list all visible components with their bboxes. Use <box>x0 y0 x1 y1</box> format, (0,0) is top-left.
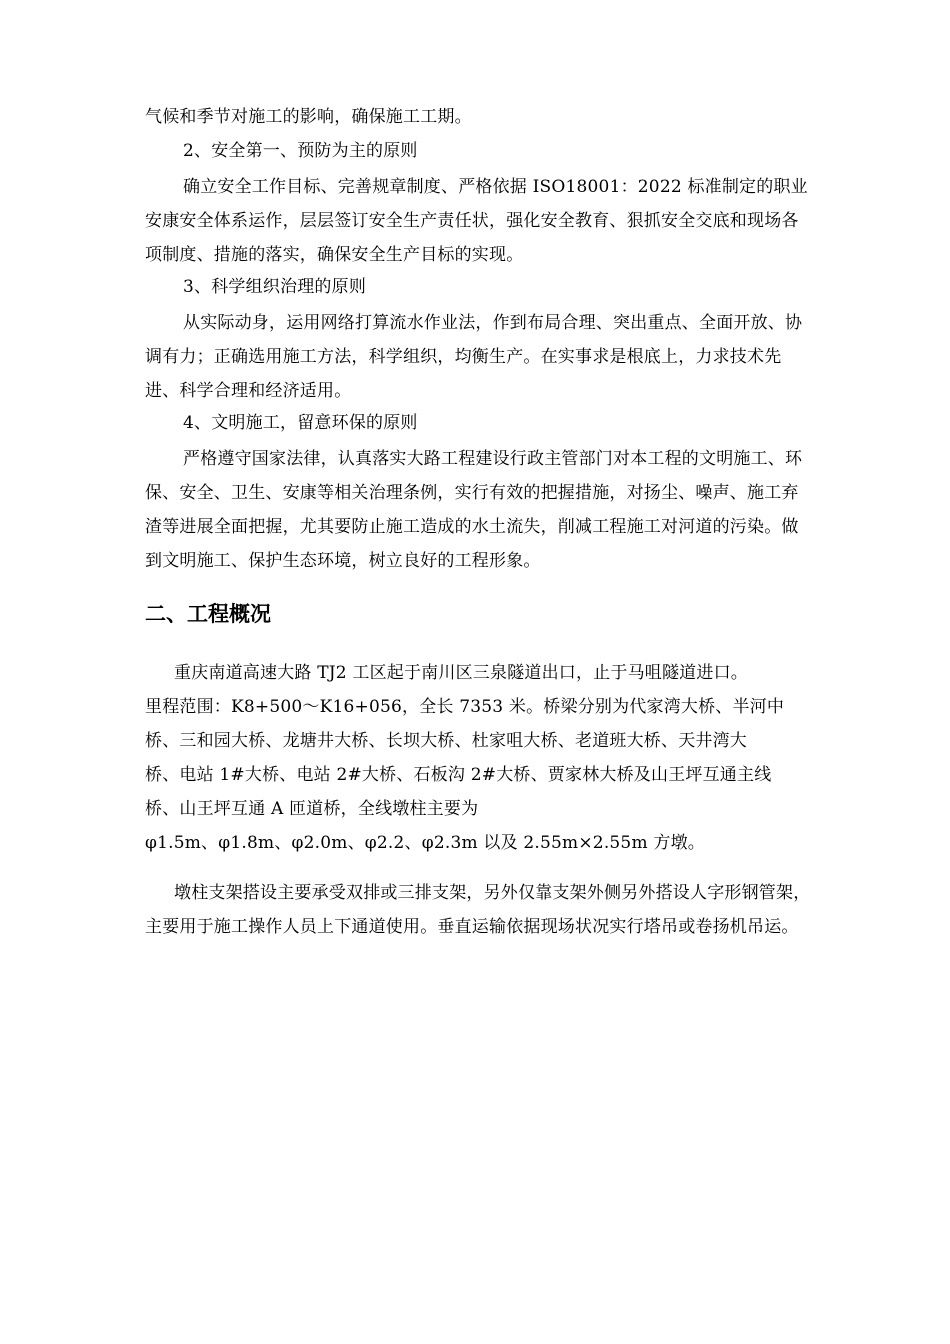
overview-line: 桥、三和园大桥、龙塘井大桥、长坝大桥、杜家咀大桥、老道班大桥、天井湾大 <box>145 731 747 751</box>
overview-line: 桥、电站 1#大桥、电站 2#大桥、石板沟 2#大桥、贾家林大桥及山王坪互通主线 <box>145 765 772 785</box>
item-4-heading: 4、文明施工，留意环保的原则 <box>183 413 418 433</box>
item-3-heading: 3、科学组织治理的原则 <box>183 277 367 297</box>
item-2-heading: 2、安全第一、预防为主的原则 <box>183 141 418 161</box>
item-2-body: 确立安全工作目标、完善规章制度、严格依据 ISO18001：2022 标准制定的职业安康安全体系运作，层层签订安全生产责任状，强化安全教育、狠抓安全交底和现场各项制度、措施的落实，确保安全生产目标的实现。 <box>145 177 808 265</box>
paragraph-continuation: 气候和季节对施工的影响，确保施工工期。 <box>145 107 472 127</box>
project-overview-paragraph <box>145 656 815 860</box>
overview-line: φ1.5m、φ1.8m、φ2.0m、φ2.2、φ2.3m 以及 2.55m×2.55m 方墩。 <box>145 833 705 853</box>
section-heading-project-overview: 二、工程概况 <box>145 602 271 626</box>
scaffold-paragraph: 墩柱支架搭设主要承受双排或三排支架，另外仅靠支架外侧另外搭设人字形钢管架，主要用于施工操作人员上下通道使用。垂直运输依据现场状况实行塔吊或卷扬机吊运。 <box>145 883 811 937</box>
overview-line: 桥、山王坪互通 A 匝道桥，全线墩柱主要为 <box>145 799 479 819</box>
item-4-body: 严格遵守国家法律，认真落实大路工程建设行政主管部门对本工程的文明施工、环保、安全、卫生、安康等相关治理条例，实行有效的把握措施，对扬尘、噪声、施工弃渣等进展全面把握，尤其要防止施工造成的水土流失，削减工程施工对河道的污染。做到文明施工、保护生态环境，树立良好的工程形象。 <box>145 449 803 571</box>
overview-line: 里程范围：K8+500～K16+056，全长 7353 米。桥梁分别为代家湾大桥、半河中 <box>145 697 785 717</box>
overview-line: 重庆南道高速大路 TJ2 工区起于南川区三泉隧道出口，止于马咀隧道进口。 <box>174 663 748 683</box>
item-3-body: 从实际动身，运用网络打算流水作业法，作到布局合理、突出重点、全面开放、协调有力；正确选用施工方法，科学组织，均衡生产。在实事求是根底上，力求技术先进、科学合理和经济适用。 <box>145 313 803 401</box>
